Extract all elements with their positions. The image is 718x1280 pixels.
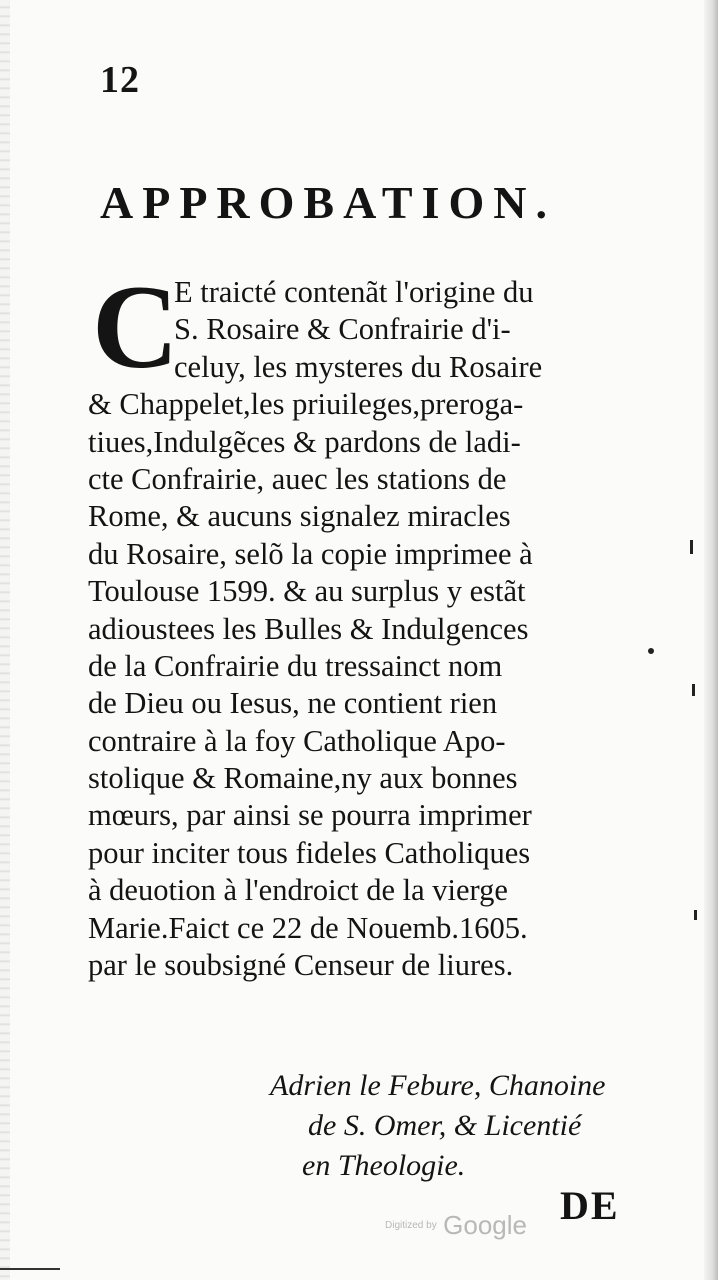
page-edge-right (704, 0, 718, 1280)
text-line: pour inciter tous fideles Catholiques (88, 835, 531, 870)
ink-speck (692, 684, 695, 696)
text-line: Toulouse 1599. & au surplus y estãt (88, 574, 526, 609)
signature-name: Adrien le Febure, Chanoine (270, 1069, 606, 1102)
text-line: par le soubsigné Censeur de liures. (88, 948, 514, 983)
text-line: adioustees les Bulles & Indulgences (88, 611, 529, 646)
text-line: tiues,Indulgẽces & pardons de ladi- (88, 424, 521, 459)
text-line: de Dieu ou Iesus, ne contient rien (88, 686, 498, 721)
drop-cap: C (92, 260, 179, 393)
ink-speck (694, 910, 697, 920)
text-line: de la Confrairie du tressainct nom (88, 648, 503, 683)
text-line: E traicté contenãt l'origine du (174, 275, 534, 309)
text-line: à deuotion à l'endroict de la vierge (88, 873, 508, 908)
page-edge-left (0, 0, 10, 1280)
page-number: 12 (100, 59, 140, 101)
ink-speck (690, 540, 693, 554)
approbation-text (88, 260, 648, 984)
digitization-watermark (385, 1210, 527, 1241)
text-line: Marie.Faict ce 22 de Nouemb.1605. (88, 910, 528, 945)
signature-block (270, 1066, 640, 1186)
catchword: DE (560, 1183, 620, 1228)
text-line: S. Rosaire & Confrairie d'i- (174, 312, 511, 347)
signature-degree: en Theologie. (302, 1149, 466, 1182)
text-line: celuy, les mysteres du Rosaire (174, 349, 543, 384)
text-line: contraire à la foy Catholique Apo- (88, 723, 506, 758)
watermark-prefix: Digitized by (385, 1220, 437, 1231)
page-bottom-rule (0, 1268, 60, 1270)
text-line: du Rosaire, selõ la copie imprimee à (88, 536, 533, 571)
text-line: & Chappelet,les priuileges,preroga- (88, 387, 524, 422)
watermark-brand: Google (443, 1210, 527, 1240)
text-line: stolique & Romaine,ny aux bonnes (88, 761, 518, 796)
text-line: cte Confrairie, auec les stations de (88, 461, 507, 496)
signature-title: de S. Omer, & Licentié (308, 1109, 582, 1142)
page-heading: APPROBATION. (100, 177, 556, 228)
ink-speck (648, 648, 654, 654)
text-line: Rome, & aucuns signalez miracles (88, 499, 511, 534)
text-line: mœurs, par ainsi se pourra imprimer (88, 798, 532, 833)
